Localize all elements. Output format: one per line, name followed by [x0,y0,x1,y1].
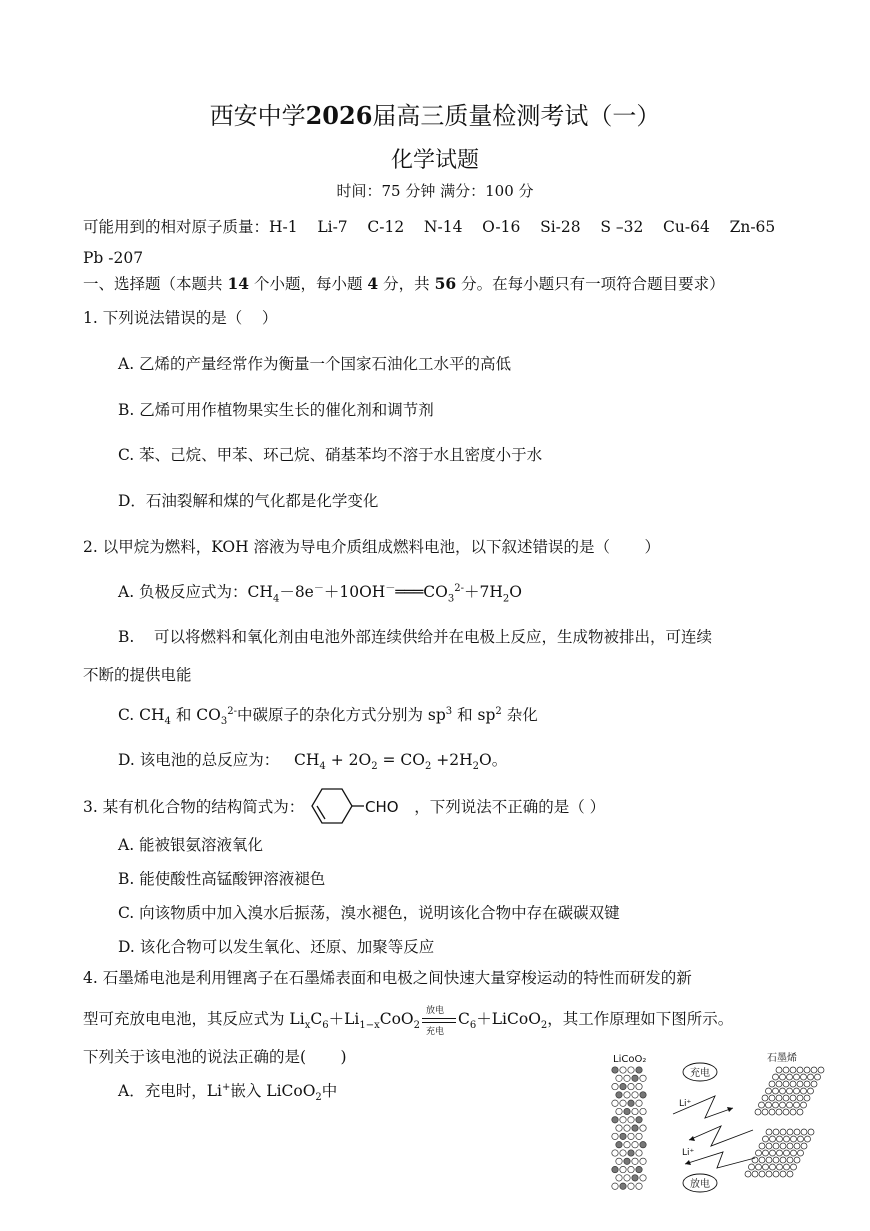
reversible-arrow: 放电 充电 [422,1005,456,1035]
q4-option-a: A．充电时，Li+嵌入 LiCoO$_2$中 [118,1081,338,1104]
q1-option-c: C. 苯、己烷、甲苯、环己烷、硝基苯均不溶于水且密度小于水 [118,446,543,464]
question-1-stem: 1. 下列说法错误的是（ ） [83,309,278,327]
q3-option-b: B. 能使酸性高锰酸钾溶液褪色 [118,870,326,888]
li-ion-label-top: Li⁺ [679,1099,692,1109]
li-ion-label-bottom: Li⁺ [682,1148,695,1158]
q3-option-c: C. 向该物质中加入溴水后振荡，溴水褪色，说明该化合物中存在碳碳双键 [118,904,620,922]
q1-option-a: A. 乙烯的产量经常作为衡量一个国家石油化工水平的高低 [118,355,512,373]
licoo2-label: LiCoO₂ [613,1054,647,1065]
q2-option-a: A. 负极反应式为：$CH_4-8e^-+10OH^-═══CO_3^{2-}+7H_2O$ [118,583,522,605]
charge-label: 充电 [690,1068,710,1079]
q1-option-d: D．石油裂解和煤的气化都是化学变化 [118,492,379,510]
question-4-reaction: 型可充放电电池，其反应式为 $Li_xC_6+Li_{1-x}CoO_2$ 放电 充电 $C_6+LiCoO_2$，其工作原理如下图所示。 [83,1006,734,1037]
q3-option-d: D. 该化合物可以发生氧化、还原、加聚等反应 [118,938,435,956]
graphene-lattice [745,1067,824,1177]
battery-diagram [605,1048,830,1198]
page-title: 西安中学2026届高三质量检测考试（一） [209,101,661,130]
q2-option-b: B. 可以将燃料和氧化剂由电池外部连续供给并在电极上反应，生成物被排出，可连续 [118,628,713,646]
cyclohexene-carbaldehyde-structure [304,785,414,831]
atomic-masses-cont: Pb -207 [83,249,144,267]
discharge-arrow-1 [689,1126,753,1146]
question-4-ask: 下列关于该电池的说法正确的是( ) [83,1048,347,1066]
cho-label: CHO [365,798,399,816]
q1-option-b: B. 乙烯可用作植物果实生长的催化剂和调节剂 [118,401,434,419]
q2-option-b-cont: 不断的提供电能 [83,666,192,684]
question-3-stem: 3. 某有机化合物的结构简式为： CHO ，下列说法不正确的是（ ） [83,785,605,831]
atomic-masses: 可能用到的相对原子质量：H-1 Li-7 C-12 N-14 O-16 Si-28 S –32 Cu-64 Zn-65 [83,218,776,236]
q3-option-a: A. 能被银氨溶液氧化 [118,836,264,854]
subject-title: 化学试题 [390,148,479,173]
section-heading: 一、选择题（本题共 14 个小题，每小题 4 分，共 56 分。在每小题只有一项符合题目要求） [83,274,725,293]
discharge-arrow-2 [685,1152,755,1168]
graphene-label: 石墨烯 [767,1053,797,1064]
discharge-label: 放电 [690,1179,710,1190]
question-2-stem: 2. 以甲烷为燃料，KOH 溶液为导电介质组成燃料电池，以下叙述错误的是（ ） [83,538,661,556]
time-info: 时间：75 分钟 满分：100 分 [336,182,534,200]
q2-option-d: D. 该电池的总反应为： $CH_4 + 2O_2 = CO_2 +2H_2O$。 [118,751,508,773]
question-4-stem: 4. 石墨烯电池是利用锂离子在石墨烯表面和电极之间快速大量穿梭运动的特性而研发的新 [83,969,692,987]
licoo2-lattice [612,1067,646,1190]
q2-option-c: C. $CH_4$ 和 $CO_3^{2-}$中碳原子的杂化方式分别为 $sp^3$ 和 $sp^2$ 杂化 [118,705,538,728]
